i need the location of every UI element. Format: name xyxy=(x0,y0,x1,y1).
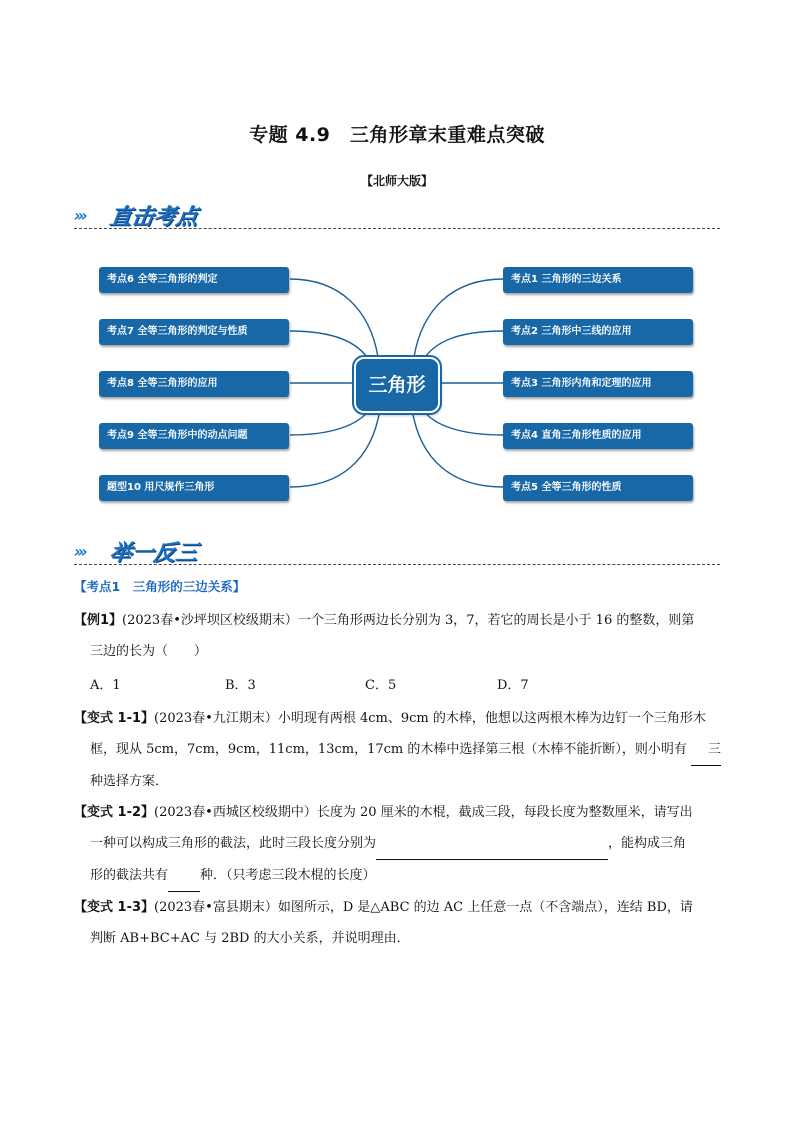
dashed-divider xyxy=(74,564,720,565)
variant-text-line-2b: ，能构成三角 xyxy=(608,836,687,851)
example-text-line-2: 三边的长为（ ） xyxy=(90,644,208,659)
variant-tag: 【变式 1-2】 xyxy=(74,805,155,820)
arrows-icon: ››› xyxy=(74,542,85,561)
variant-1-3 xyxy=(74,892,724,954)
connector-right-5 xyxy=(412,409,503,487)
arrows-icon: ››› xyxy=(74,206,85,225)
variant-tag: 【变式 1-3】 xyxy=(74,900,155,915)
variant-tag: 【变式 1-1】 xyxy=(74,711,155,726)
option-d: D．7 xyxy=(497,678,529,693)
variant-text-line-2: 框，现从 5cm，7cm，9cm，11cm，13cm，17cm 的木棒中选择第三根（木棒不能折断），则小明有 xyxy=(90,742,687,757)
connector-right-1 xyxy=(414,279,503,357)
variant-text-line-2a: 一种可以构成三角形的截法，此时三段长度分别为 xyxy=(90,836,377,851)
variant-text-line-1: (2023春•九江期末）小明现有两根 4cm、9cm 的木棒，他想以这两根木棒为边钉一个三角形木 xyxy=(154,711,706,726)
document-title: 专题 4.9 三角形章末重难点突破 xyxy=(249,124,545,146)
option-a: A．1 xyxy=(90,678,121,693)
mindmap-node-topic-2: 考点2 三角形中三线的应用 xyxy=(503,319,693,345)
section-header-practice xyxy=(74,534,720,568)
example-tag: 【例1】 xyxy=(74,613,123,628)
mindmap-node-topic-8: 考点8 全等三角形的应用 xyxy=(99,371,289,397)
option-b: B．3 xyxy=(225,678,256,693)
answer-blank: 三 xyxy=(691,734,721,766)
example-text-line-1: (2023春•沙坪坝区校级期末）一个三角形两边长分别为 3，7，若它的周长是小于 16 的整数，则第 xyxy=(122,613,695,628)
mindmap-node-topic-5: 考点5 全等三角形的性质 xyxy=(503,475,693,501)
connector-right-4 xyxy=(422,409,503,435)
variant-text-line-1: (2023春•富县期末）如图所示，D 是△ABC 的边 AC 上任意一点（不含端点），连结 BD，请 xyxy=(154,900,693,915)
mindmap-node-topic-3: 考点3 三角形内角和定理的应用 xyxy=(503,371,693,397)
variant-text-line-2: 判断 AB+BC+AC 与 2BD 的大小关系，并说明理由． xyxy=(90,931,410,946)
topic-title: 【考点1 三角形的三边关系】 xyxy=(74,579,246,594)
connector-left-5 xyxy=(290,409,380,487)
mindmap-node-topic-9: 考点9 全等三角形中的动点问题 xyxy=(99,423,289,449)
variant-text-line-3: 种选择方案． xyxy=(90,774,169,789)
mindmap-node-topic-10: 题型10 用尺规作三角形 xyxy=(99,475,289,501)
fill-blank-count xyxy=(168,860,200,892)
mindmap-node-topic-6: 考点6 全等三角形的判定 xyxy=(99,267,289,293)
variant-1-2 xyxy=(74,797,724,892)
section-label: 直击考点 xyxy=(107,205,200,230)
variant-text-line-3a: 形的截法共有 xyxy=(90,868,169,883)
section-label: 举一反三 xyxy=(107,541,200,566)
variant-1-1 xyxy=(74,703,724,797)
mindmap-node-topic-1: 考点1 三角形的三边关系 xyxy=(503,267,693,293)
fill-blank-lengths xyxy=(376,828,608,860)
mindmap-node-topic-7: 考点7 全等三角形的判定与性质 xyxy=(99,319,289,345)
mindmap-center-node: 三角形 xyxy=(354,357,440,413)
connector-left-4 xyxy=(290,409,370,435)
mindmap-node-topic-4: 考点4 直角三角形性质的应用 xyxy=(503,423,693,449)
connector-left-1 xyxy=(290,279,378,357)
variant-text-line-3b: 种．（只考虑三段木棍的长度） xyxy=(200,868,376,883)
option-c: C．5 xyxy=(365,678,397,693)
edition-label: 【北师大版】 xyxy=(360,174,433,188)
variant-text-line-1: (2023春•西城区校级期中）长度为 20 厘米的木棍，截成三段，每段长度为整数厘米，请写出 xyxy=(154,805,693,820)
example-1 xyxy=(74,605,724,667)
